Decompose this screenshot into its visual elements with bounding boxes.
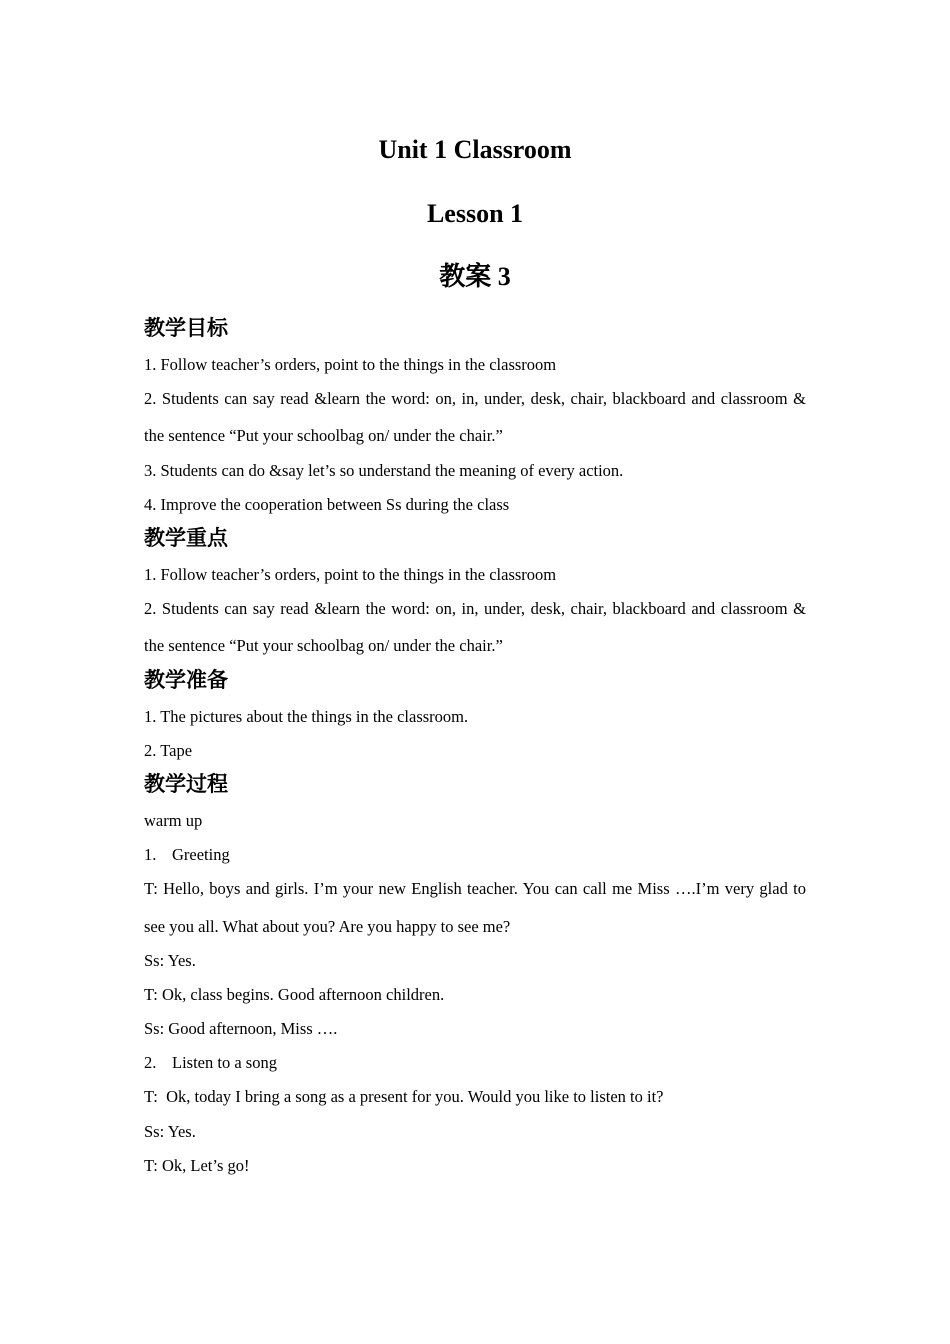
plan-title: 教案 3 <box>439 262 511 291</box>
dialogue-line: see you all. What about you? Are you happy to see me? <box>144 917 511 936</box>
key-point-item: 1. Follow teacher’s orders, point to the things in the classroom <box>144 565 557 584</box>
lesson-title: Lesson 1 <box>426 199 524 228</box>
objective-item: 1. Follow teacher’s orders, point to the things in the classroom <box>144 355 557 374</box>
step-label: Greeting <box>172 845 230 864</box>
dialogue-line: T: Ok, today I bring a song as a present for you. Would you like to listen to it? <box>144 1087 664 1106</box>
objective-item: 4. Improve the cooperation between Ss during the class <box>144 495 510 514</box>
key-point-item: the sentence “Put your schoolbag on/ under the chair.” <box>144 636 503 655</box>
key-point-item: 2. Students can say read &learn the word: on, in, under, desk, chair, blackboard and classroom & <box>144 599 806 618</box>
step-greeting <box>144 845 806 865</box>
dialogue-line: Ss: Yes. <box>144 951 196 970</box>
dialogue-line: T: Hello, boys and girls. I’m your new English teacher. You can call me Miss ….I’m very glad to <box>144 879 806 898</box>
objective-item: 3. Students can do &say let’s so understand the meaning of every action. <box>144 461 624 480</box>
process-heading: 教学过程 <box>144 772 228 796</box>
dialogue-line: Ss: Yes. <box>144 1122 196 1141</box>
dialogue-line: Ss: Good afternoon, Miss …. <box>144 1019 338 1038</box>
objectives-heading: 教学目标 <box>144 316 228 340</box>
unit-title: Unit 1 Classroom <box>378 135 572 164</box>
dialogue-line: T: Ok, class begins. Good afternoon children. <box>144 985 445 1004</box>
step-listen-song <box>144 1053 806 1073</box>
dialogue-line: T: Ok, Let’s go! <box>144 1156 250 1175</box>
objective-item: the sentence “Put your schoolbag on/ under the chair.” <box>144 426 503 445</box>
objective-item: 2. Students can say read &learn the word: on, in, under, desk, chair, blackboard and classroom & <box>144 389 806 408</box>
key-points-heading: 教学重点 <box>144 526 228 550</box>
preparation-item: 2. Tape <box>144 741 193 760</box>
step-number: 2. <box>144 1053 157 1072</box>
warm-up-label: warm up <box>144 811 203 830</box>
preparation-heading: 教学准备 <box>144 668 228 692</box>
preparation-item: 1. The pictures about the things in the classroom. <box>144 707 469 726</box>
step-label: Listen to a song <box>172 1053 277 1072</box>
step-number: 1. <box>144 845 157 864</box>
